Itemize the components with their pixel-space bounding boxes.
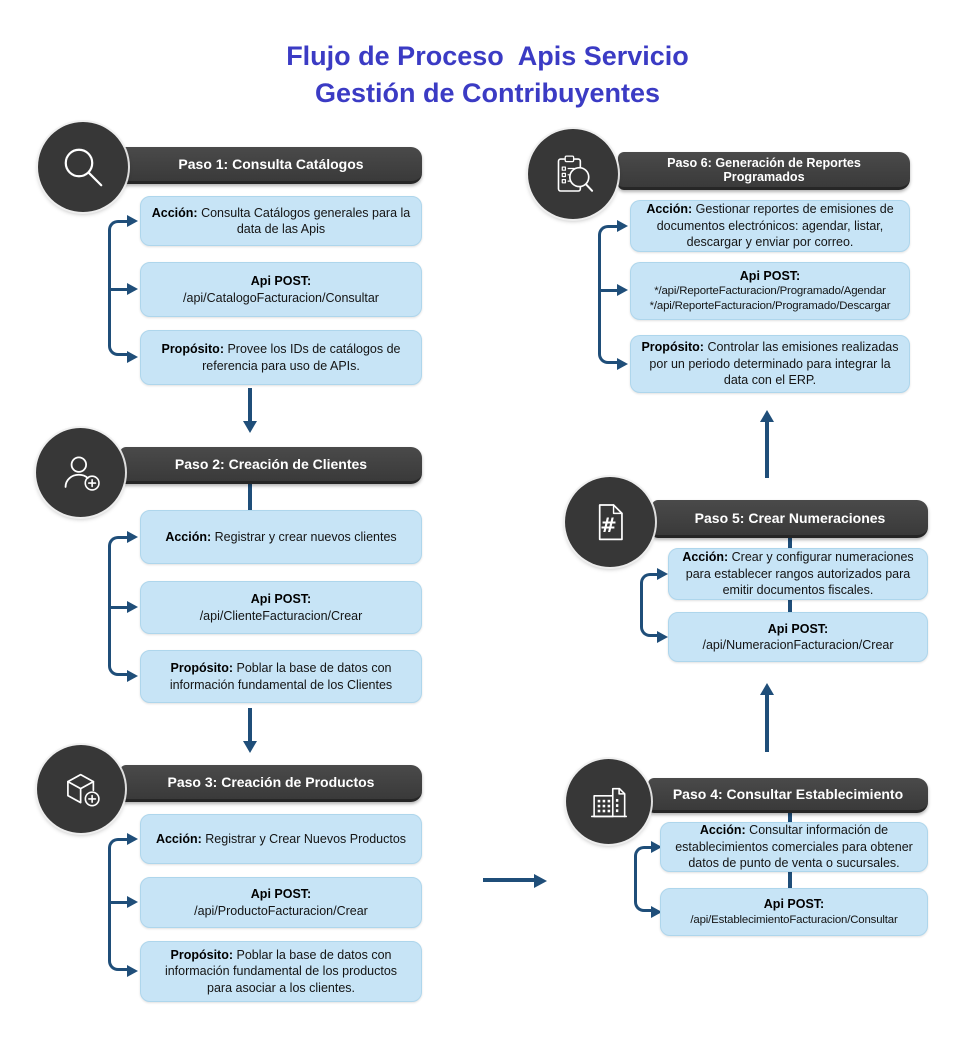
step6-arrowhead-2 [617,284,628,296]
step5-arrowhead-1 [657,568,668,580]
arrow-step2-to-step3-head [243,741,257,753]
step-6 [520,125,930,400]
proposito-text: Provee los IDs de catálogos de referencia para uso de APIs. [202,342,401,373]
step2-bracket-middle [108,606,128,609]
svg-text:#: # [599,512,617,537]
api-label: Api POST: [250,592,312,606]
api-path: /api/ProductoFacturacion/Crear [194,903,368,918]
api-label: Api POST: [767,621,829,636]
proposito-text: Poblar la base de datos con información fundamental de los productos para asociar a los clientes. [164,947,398,995]
api-path-2: */api/ReporteFacturacion/Programado/Descargar [649,300,891,313]
step3-api-box [140,877,422,928]
step6-accion-box [630,200,910,252]
report-search-icon [528,129,618,219]
step3-arrowhead-1 [127,833,138,845]
step4-stub-2 [788,872,792,888]
arrow-step1-to-step2-head [243,421,257,433]
step3-bracket-middle [108,901,128,904]
step1-arrowhead-1 [127,215,138,227]
proposito-text: Controlar las emisiones realizadas por un periodo determinado para integrar la data con el ERP. [649,340,899,388]
api-label: Api POST: [763,897,825,912]
api-label: Api POST: [250,887,312,901]
step1-header: Paso 1: Consulta Catálogos [120,147,422,184]
step3-arrowhead-3 [127,965,138,977]
step1-arrowhead-2 [127,283,138,295]
proposito-label: Propósito: [170,661,234,675]
api-path: /api/NumeracionFacturacion/Crear [702,638,894,652]
proposito-text: Poblar la base de datos con información fundamental de los Clientes [169,661,393,692]
step6-bracket-connector [598,225,618,364]
api-path: /api/EstablecimientoFacturacion/Consultar [690,913,898,926]
step2-proposito-box [140,650,422,703]
accion-text: Registrar y Crear Nuevos Productos [205,831,407,846]
api-path-1: */api/ReporteFacturacion/Programado/Agendar [654,285,886,298]
step2-header: Paso 2: Creación de Clientes [120,447,422,484]
arrow-step5-to-step6-line [765,421,769,478]
step5-bracket-connector [640,573,658,637]
user-add-icon [36,428,125,517]
proposito-label: Propósito: [641,340,704,355]
step2-api-box [140,581,422,634]
step5-arrowhead-2 [657,631,668,643]
step-4 [540,755,940,940]
arrow-step1-to-step2-line [248,388,252,422]
step3-proposito-box [140,941,422,1002]
step5-stub-2 [788,600,792,612]
page-title-line1: Flujo de Proceso Apis Servicio [286,41,689,71]
step-3 [30,742,430,1004]
step5-stub-1 [788,538,792,548]
box-add-icon [37,745,125,833]
step6-bracket-middle [598,289,618,292]
api-label: Api POST: [739,268,801,283]
accion-text: Crear y configurar numeraciones para establecer rangos autorizados para emitir documentos fiscales. [685,550,914,598]
arrow-step2-to-step3-line [248,708,252,742]
step1-bracket-middle [108,288,128,291]
step2-arrowhead-1 [127,531,138,543]
step5-api-box [668,612,928,662]
step6-arrowhead-3 [617,358,628,370]
step1-proposito-box [140,330,422,385]
step3-arrowhead-2 [127,896,138,908]
accion-label: Acción: [682,550,729,565]
step-2 [30,420,430,706]
arrow-step4-to-step5-line [765,694,769,752]
accion-text: Registrar y crear nuevos clientes [214,529,397,544]
arrow-step3-to-step4-line [483,878,535,882]
step-5 [540,475,940,665]
arrow-step3-to-step4-head [534,874,547,888]
accion-label: Acción: [155,831,202,846]
accion-text: Consultar información de establecimientos comerciales para obtener datos de punto de venta o sucursales. [675,823,913,871]
step6-api-box [630,262,910,320]
step2-arrowhead-2 [127,601,138,613]
step2-accion-box [140,510,422,564]
step-1 [30,120,430,392]
proposito-label: Propósito: [170,947,234,962]
step6-header: Paso 6: Generación de Reportes Programados [618,152,910,190]
step5-header: Paso 5: Crear Numeraciones [652,500,928,538]
numbered-document-icon [565,477,655,567]
step6-arrowhead-1 [617,220,628,232]
accion-text: Consulta Catálogos generales para la data de las Apis [201,205,411,236]
accion-label: Acción: [646,202,693,217]
step3-header: Paso 3: Creación de Productos [120,765,422,802]
step4-header: Paso 4: Consultar Establecimiento [648,778,928,813]
accion-label: Acción: [151,205,198,220]
page-title-line2: Gestión de Contribuyentes [314,78,661,108]
api-path: /api/ClienteFacturacion/Crear [199,608,363,623]
step1-accion-box [140,196,422,246]
proposito-label: Propósito: [161,342,224,356]
step4-accion-box [660,822,928,872]
step2-arrowhead-3 [127,670,138,682]
accion-text: Gestionar reportes de emisiones de documentos electrónicos: agendar, listar, descargar y enviar por correo. [656,202,894,250]
api-label: Api POST: [250,274,312,288]
building-document-icon [566,759,651,844]
step3-accion-box [140,814,422,864]
accion-label: Acción: [165,529,212,544]
step3-bracket-connector [108,838,128,971]
step4-api-box [660,888,928,936]
page-title [0,38,975,112]
magnifier-icon [38,122,128,212]
step4-bracket-connector [634,846,652,912]
step1-arrowhead-3 [127,351,138,363]
step2-header-stub [248,484,252,510]
step6-proposito-box [630,335,910,393]
step1-api-box [140,262,422,317]
accion-label: Acción: [699,823,746,838]
api-path: /api/CatalogoFacturacion/Consultar [183,290,379,305]
step5-accion-box [668,548,928,600]
